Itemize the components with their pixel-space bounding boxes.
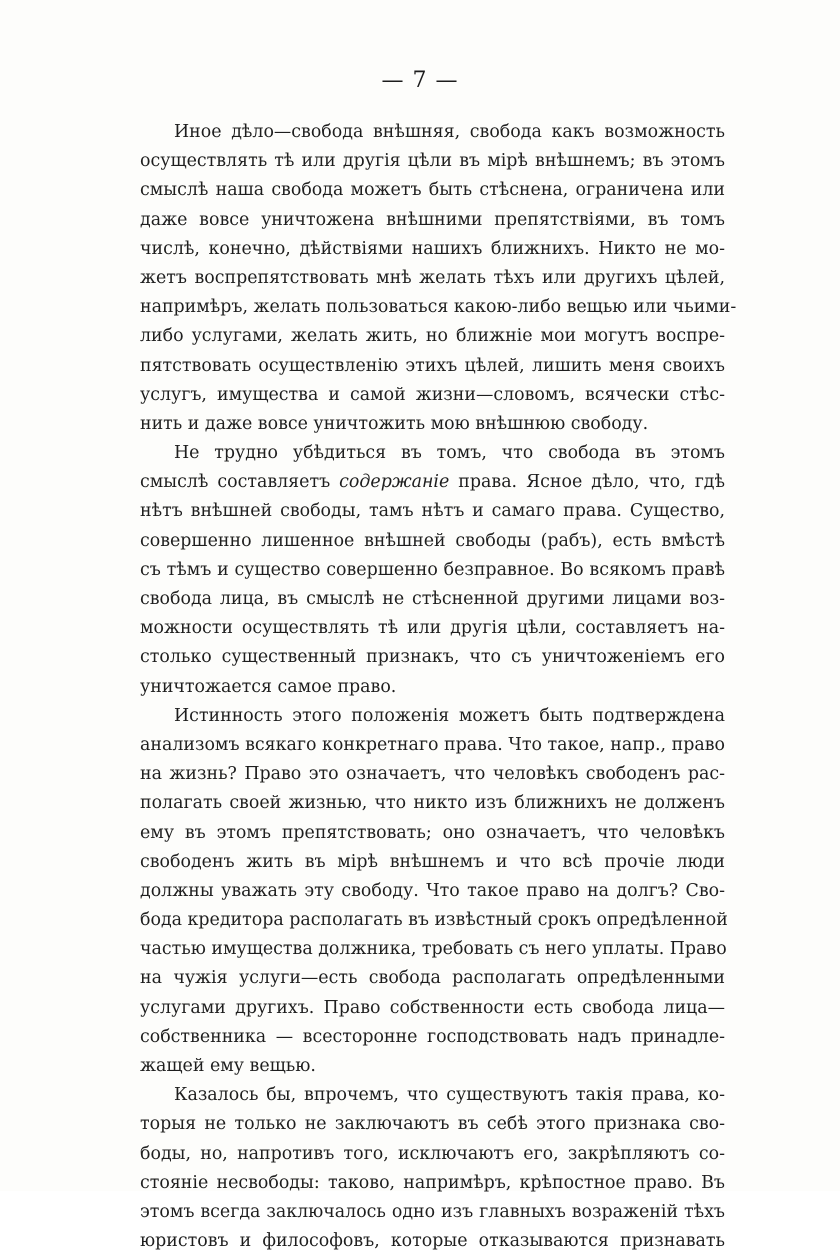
text-line: Истинность этого положенія можетъ быть подтверждена [174,705,725,726]
text-line: боды, но, напротивъ того, исключаютъ его, закрѣпляютъ со- [140,1143,725,1164]
text-segment: смыслѣ составляетъ [140,472,340,493]
text-line: торыя не только не заключаютъ въ себѣ этого признака сво- [140,1114,725,1135]
text-line: даже вовсе уничтожена внѣшними препятствіями, въ томъ [140,209,725,230]
emphasized-word: содержаніе [339,472,450,493]
text-line: Не трудно убѣдиться въ томъ, что свобода въ этомъ [174,443,725,464]
text-line: анализомъ всякаго конкретнаго права. Что такое, напр., право [140,734,725,755]
text-line: смыслѣ наша свобода можетъ быть стѣснена, ограничена или [140,180,725,201]
text-line: жащей ему вещью. [140,1056,316,1076]
text-line: услугъ, имущества и самой жизни—словомъ, всячески стѣс- [140,384,725,405]
text-line: должны уважать эту свободу. Что такое право на долгъ? Сво- [140,880,725,901]
text-line: пятствовать осуществленію этихъ цѣлей, лишить меня своихъ [140,355,725,376]
text-line: этомъ всегда заключалось одно изъ главныхъ возраженій тѣхъ [140,1201,725,1222]
text-line: ему въ этомъ препятствовать; оно означаетъ, что человѣкъ [140,822,725,843]
text-line-with-emphasis [140,468,725,497]
text-line: стояніе несвободы: таково, напримѣръ, крѣпостное право. Въ [140,1172,725,1193]
text-line: числѣ, конечно, дѣйствіями нашихъ ближнихъ. Никто не мо- [140,238,725,259]
text-line: Иное дѣло—свобода внѣшняя, свобода какъ возможность [174,122,725,142]
text-line: на жизнь? Право это означаетъ, что человѣкъ свободенъ рас- [140,764,725,785]
text-line: Казалось бы, впрочемъ, что существуютъ такія права, ко- [174,1085,725,1106]
body-text [140,118,737,1256]
text-line: полагать своей жизнью, что никто изъ ближнихъ не долженъ [140,793,725,814]
text-line: жетъ воспрепятствовать мнѣ желать тѣхъ или другихъ цѣлей, [140,267,725,288]
text-segment: права. Ясное дѣло, что, гдѣ [449,472,725,493]
text-line: напримѣръ, желать пользоваться какою-либо вещью или чьими- [140,297,737,318]
text-line: юристовъ и философовъ, которые отказываются признавать [140,1231,725,1252]
text-line: на чужія услуги—есть свобода располагать опредѣленными [140,968,725,989]
text-line: частью имущества должника, требовать съ него уплаты. Право [140,939,727,960]
text-line: уничтожается самое право. [140,676,397,697]
text-line: столько существенный признакъ, что съ уничтоженіемъ его [140,647,725,668]
text-line: можности осуществлять тѣ или другія цѣли, составляетъ на- [140,618,725,639]
text-line: осуществлять тѣ или другія цѣли въ мірѣ внѣшнемъ; въ этомъ [140,151,725,172]
page-number: — 7 — [381,68,459,93]
text-line: нить и даже вовсе уничтожить мою внѣшнюю свободу. [140,413,649,434]
text-line: совершенно лишенное внѣшней свободы (рабъ), есть вмѣстѣ [140,530,725,551]
text-line: свободенъ жить въ мірѣ внѣшнемъ и что всѣ прочіе люди [140,851,725,872]
text-line: либо услугами, желать жить, но ближніе мои могутъ воспре- [140,326,725,347]
text-line: съ тѣмъ и существо совершенно безправное. Во всякомъ правѣ [140,559,725,580]
text-line: услугами другихъ. Право собственности есть свобода лица— [140,997,725,1018]
text-line: бода кредитора располагать въ извѣстный срокъ опредѣленной [140,910,728,931]
text-line: собственника — всестороннe господствовать надъ принадле- [140,1026,725,1047]
text-line: свобода лица, въ смыслѣ не стѣсненной другими лицами воз- [140,589,725,609]
text-line: нѣтъ внѣшней свободы, тамъ нѣтъ и самаго права. Существо, [140,501,725,522]
